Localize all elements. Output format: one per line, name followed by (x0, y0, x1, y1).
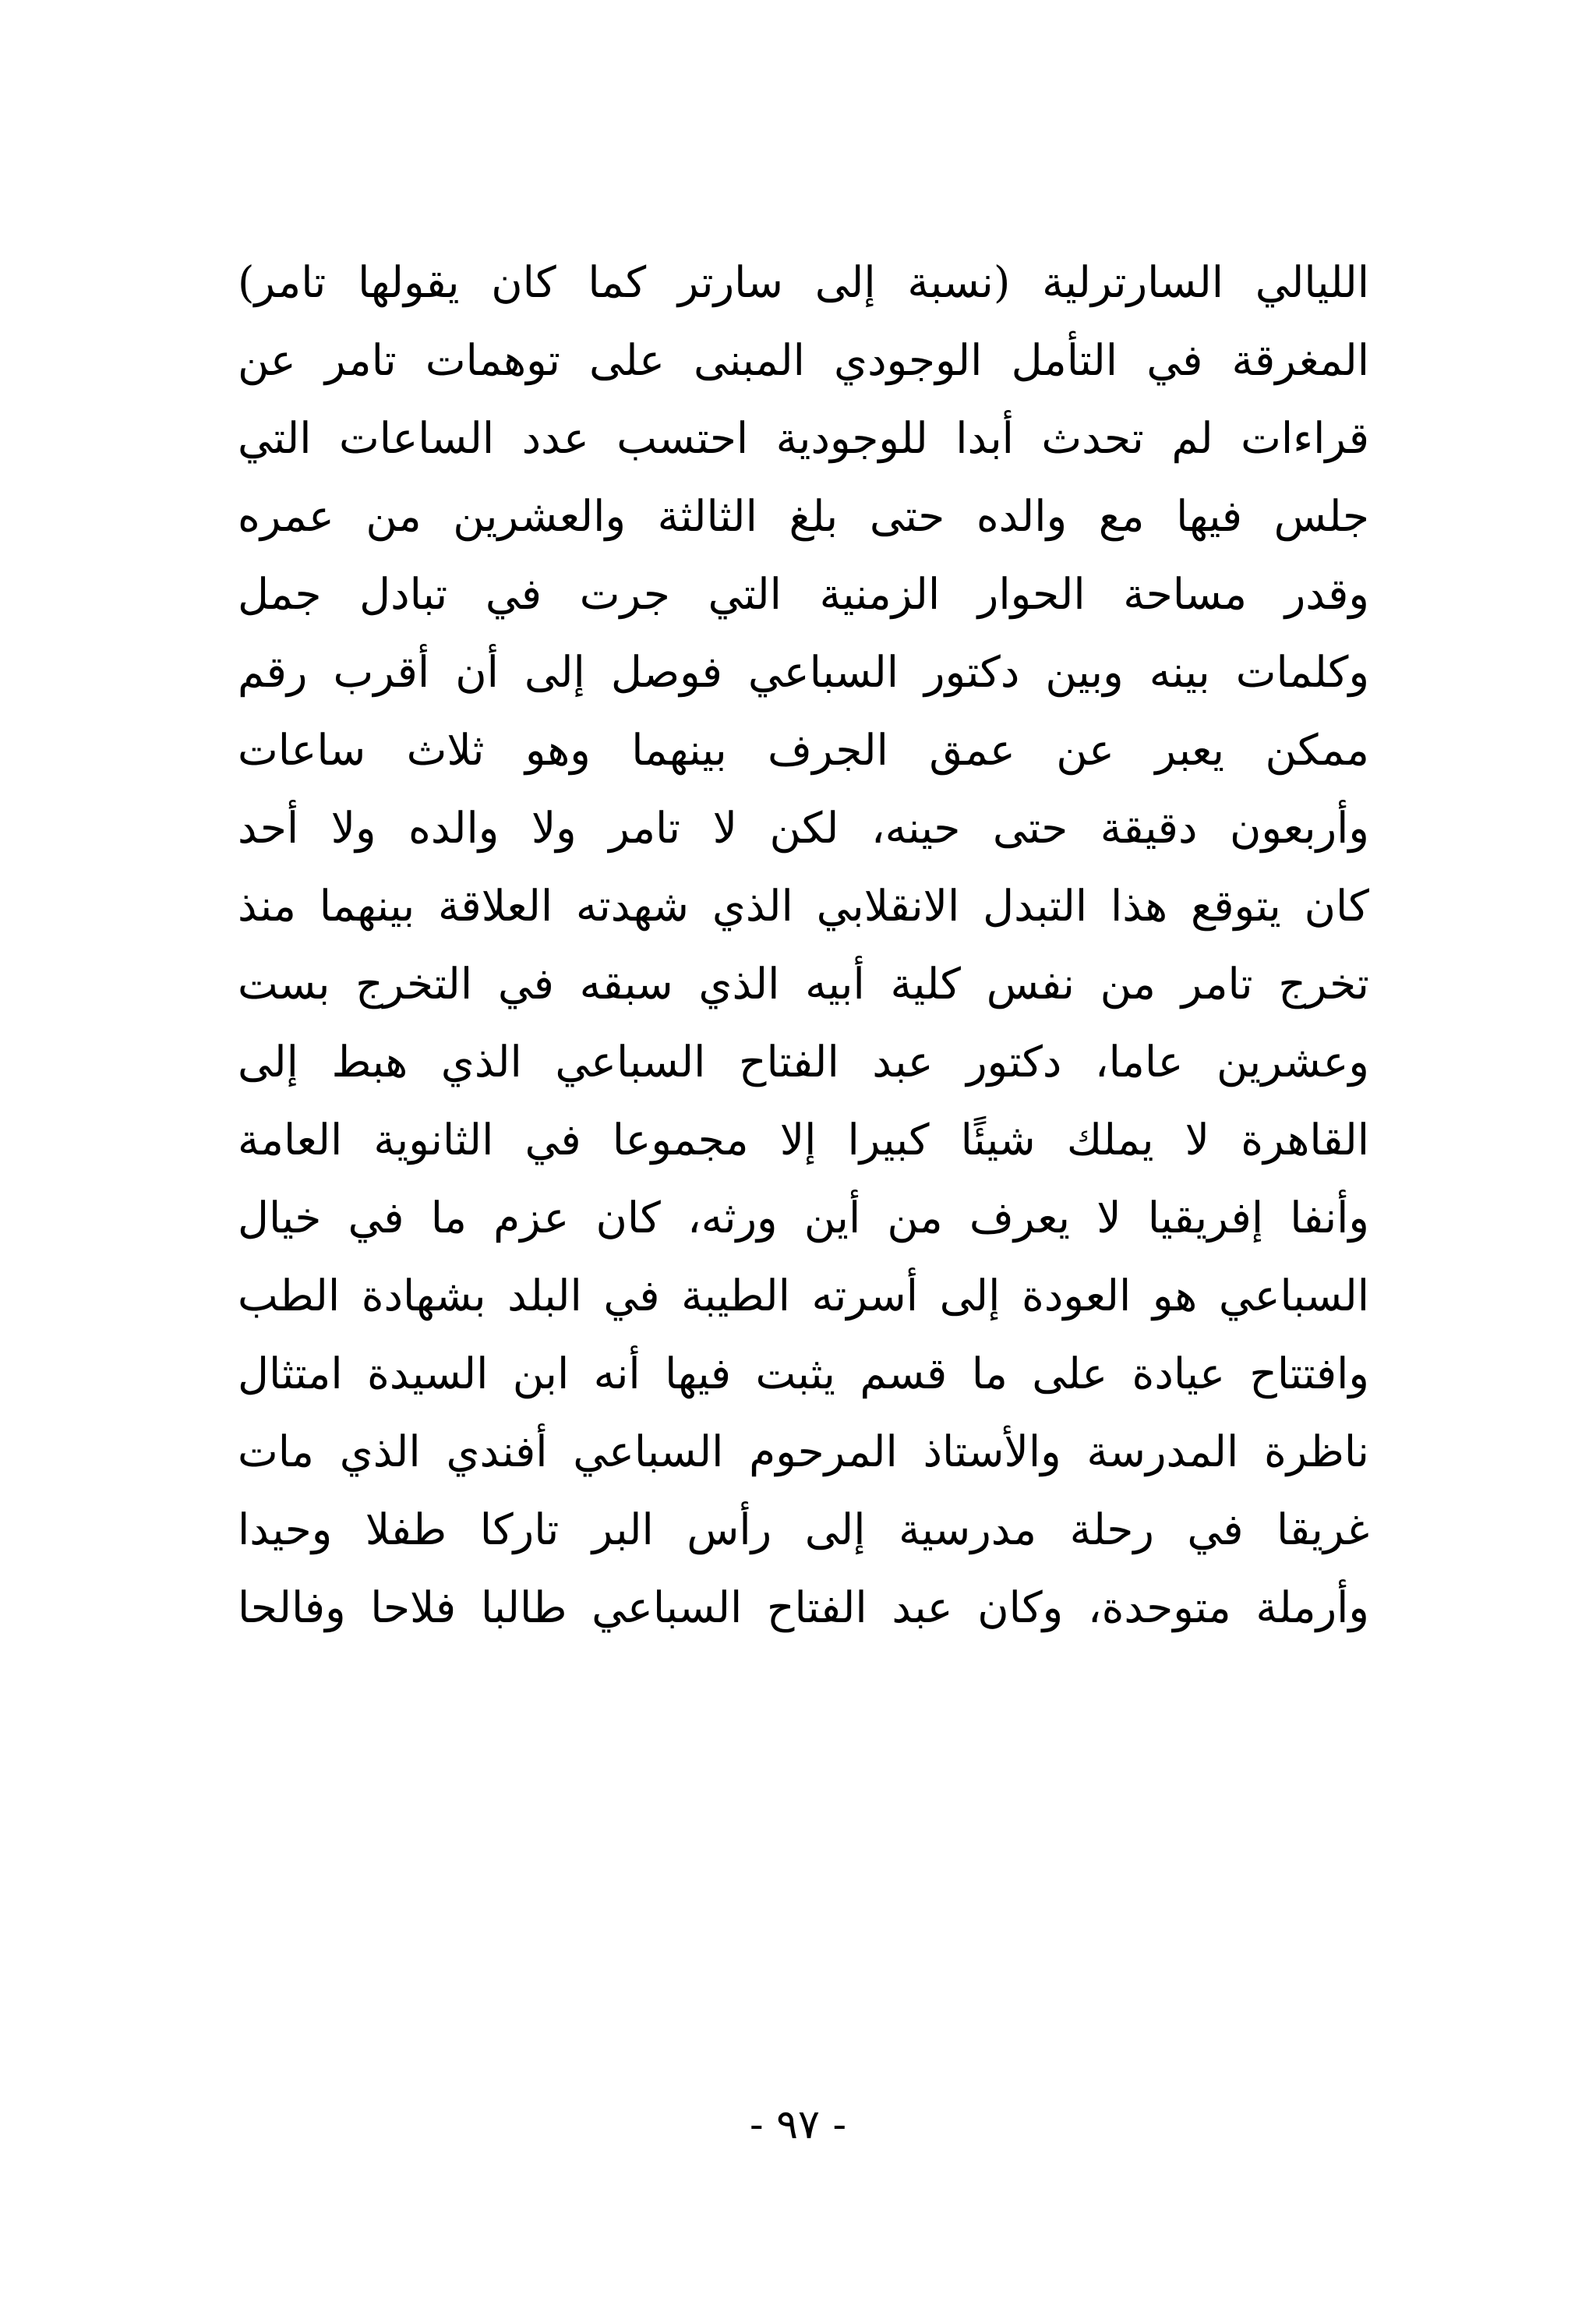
page-number: - ٩٧ - (749, 2102, 847, 2148)
text-line-5: وقدر مساحة الحوار الزمنية التي جرت في تبادل جمل (238, 569, 1369, 619)
text-line-6: وكلمات بينه وبين دكتور السباعي فوصل إلى أن أقرب رقم (238, 647, 1369, 697)
text-line-16: ناظرة المدرسة والأستاذ المرحوم السباعي أفندي الذي مات (238, 1426, 1369, 1476)
text-line-15: وافتتاح عيادة على ما قسم يثبت فيها أنه ابن السيدة امتثال (238, 1349, 1369, 1398)
text-line-8: وأربعون دقيقة حتى حينه، لكن لا تامر ولا والده ولا أحد (238, 803, 1369, 853)
text-line-9: كان يتوقع هذا التبدل الانقلابي الذي شهدته العلاقة بينهما منذ (238, 881, 1369, 931)
text-line-18: وأرملة متوحدة، وكان عبد الفتاح السباعي طالبا فلاحا وفالحا (238, 1582, 1369, 1632)
text-line-17: غريقا في رحلة مدرسية إلى رأس البر تاركا طفلا وحيدا (238, 1504, 1369, 1554)
text-line-14: السباعي هو العودة إلى أسرته الطيبة في البلد بشهادة الطب (238, 1271, 1369, 1320)
text-line-7: ممكن يعبر عن عمق الجرف بينهما وهو ثلاث ساعات (238, 725, 1369, 775)
text-line-3: قراءات لم تحدث أبدا للوجودية احتسب عدد الساعات التي (238, 413, 1369, 463)
text-line-2: المغرقة في التأمل الوجودي المبنى على توهمات تامر عن (238, 335, 1369, 385)
body-text (238, 243, 1369, 1646)
text-line-12: القاهرة لا يملك شيئًا كبيرا إلا مجموعا في الثانوية العامة (238, 1115, 1369, 1165)
text-line-10: تخرج تامر من نفس كلية أبيه الذي سبقه في التخرج بست (238, 959, 1369, 1009)
text-line-1: الليالي السارترلية (نسبة إلى سارتر كما كان يقولها تامر) (238, 257, 1369, 307)
text-line-13: وأنفا إفريقيا لا يعرف من أين ورثه، كان عزم ما في خيال (238, 1193, 1369, 1243)
text-line-4: جلس فيها مع والده حتى بلغ الثالثة والعشرين من عمره (238, 491, 1369, 541)
text-line-11: وعشرين عاما، دكتور عبد الفتاح السباعي الذي هبط إلى (238, 1037, 1369, 1087)
